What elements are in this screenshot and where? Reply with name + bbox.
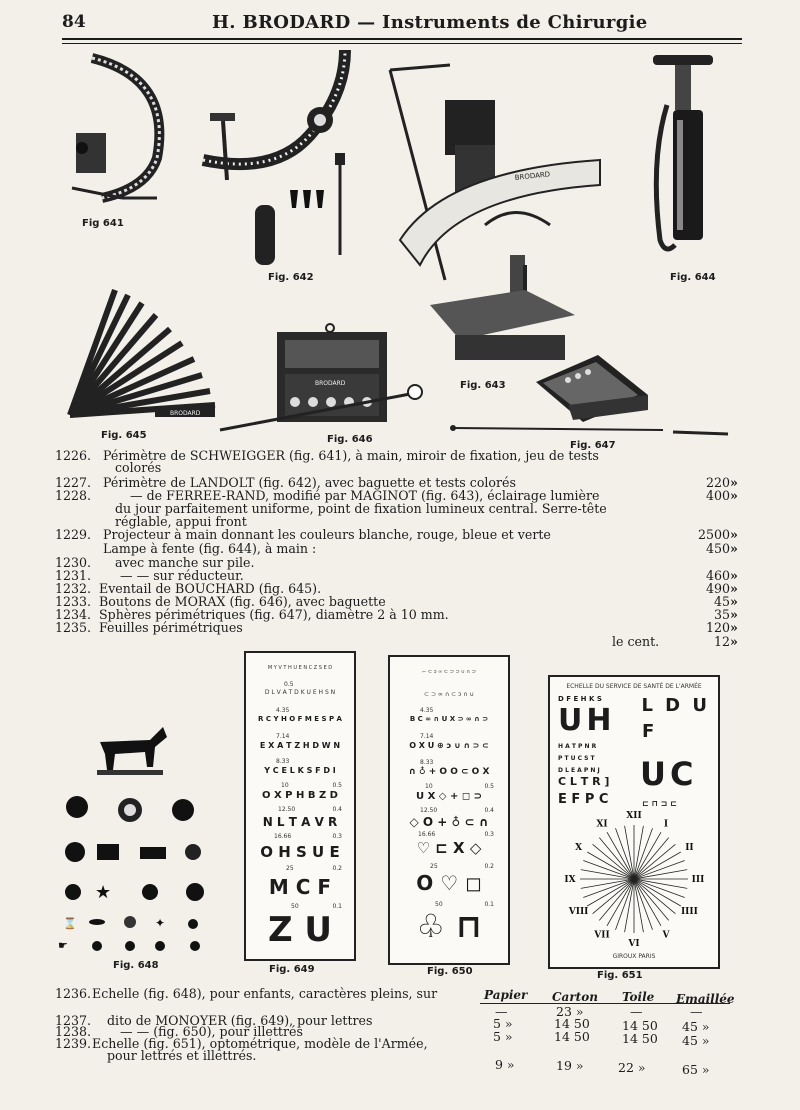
ratio-left: 7.14 [276,733,290,740]
fig-645-label: Fig. 645 [101,430,147,441]
price-cell: 5 » [493,1016,513,1031]
item-number: 1236. [55,986,92,1001]
price-cell: — [690,1004,703,1019]
landolt-perimeter-illustration [195,45,355,270]
item-price: 450 [705,541,730,556]
item-description: Lampe à fente (fig. 644), à main : [103,541,317,556]
price-cell: 22 » [618,1060,646,1075]
morax-buttons-illustration [215,322,430,437]
catalog-1235 [0,622,800,636]
chart-row: E X A T Z H D W N [259,741,341,750]
item-price: 460 [705,568,730,583]
fig-641-label: Fig 641 [82,218,124,229]
item-description: — de FERREE-RAND, modifié par MAGINOT (fig. 643), éclairage lumière [130,488,600,503]
dial-numeral: X [575,843,583,853]
item-description-cont: pour lettrés et illettrés. [107,1048,257,1063]
price-cell: 45 » [682,1019,710,1034]
chart-small-top: D F E H K S [558,695,602,703]
item-price: 2500 [697,527,730,542]
svg-text:✦: ✦ [155,916,166,930]
ratio-right: 0.3 [332,833,342,840]
monoyer-chart [244,651,356,961]
chart-big-left: UH [558,703,616,738]
chart-right-small: ⊏ ⊓ ⊐ ⊏ [642,799,677,808]
item-price: 120 [705,620,730,635]
item-description: Projecteur à main donnant les couleurs blanche, rouge, bleue et verte [103,527,551,542]
item-number: 1237. [55,1013,92,1028]
item-number: 1232. [55,581,92,596]
illiterate-chart [388,655,510,965]
price-cell: 45 » [682,1033,710,1048]
chart-right-big: UC [640,755,698,793]
item-description: Sphères périmétriques (fig. 647), diamètre 2 à 10 mm. [99,607,449,622]
price-cell: 14 50 [554,1029,590,1044]
price-cell: 65 » [682,1062,710,1077]
chart-row: ♧ ⊓ [416,907,482,945]
chart-row: O X U ⊕ ↄ ∪ ∩ ⊃ ⊂ [409,741,489,750]
chart-row: Z U [267,910,333,950]
ratio-right: 0.1 [484,901,494,908]
page-number: 84 [62,12,86,32]
item-number: 1235. [55,620,92,635]
item-description: avec manche sur pile. [115,555,255,570]
price-cell: — [630,1004,643,1019]
fig-647-label: Fig. 647 [570,440,616,451]
item-description: le cent. [612,634,660,649]
ratio-left: 12.50 [278,806,296,813]
item-description: — — sur réducteur. [120,568,244,583]
item-description: Echelle (fig. 651), optométrique, modèle de l'Armée, [92,1036,428,1051]
fig-648-label: Fig. 648 [113,960,159,971]
item-price-unit: » [730,581,738,596]
catalog-1226 [0,450,800,478]
price-cell: 23 » [556,1004,584,1019]
fig-649-label: Fig. 649 [269,964,315,975]
item-price: 220 [705,475,730,490]
item-description: Périmètre de LANDOLT (fig. 642), avec baguette et tests colorés [103,475,516,490]
ratio-left: 10 [281,782,289,789]
price-cell: 14 50 [622,1018,658,1033]
chart-right-top: L D U [641,695,710,716]
price-cell: 5 » [493,1029,513,1044]
ratio-right: 0.5 [484,783,494,790]
fig-642-label: Fig. 642 [268,272,314,283]
army-optometric-chart [548,675,720,969]
item-description: Périmètre de SCHWEIGGER (fig. 641), à main, miroir de fixation, jeu de tests [103,448,599,463]
dial-numeral: I [663,819,669,830]
chart-row: O ♡ ◻ [416,871,482,895]
item-price: 400 [705,488,730,503]
column-header-papier: Papier [484,988,528,1002]
item-description: dito de MONOYER (fig. 649), pour lettres [107,1013,373,1028]
chart-row: M C F [268,875,332,899]
item-description: Boutons de MORAX (fig. 646), avec baguette [99,594,386,609]
item-description-cont: colorés [115,460,162,475]
column-header-carton: Carton [552,990,598,1004]
chart-row: ⌐ ⊂ ↄ ∞ ⊂ ⊃ ⊃ ∪ ∩ ⊃ [422,669,476,675]
item-number: 1234. [55,607,92,622]
item-number: 1229. [55,527,92,542]
item-price: 35 [713,607,730,622]
chart-row: D L V A T D K U E H S N [264,689,336,696]
chart-row: M Y V T H U E N C Z S E D [267,665,333,671]
item-price-unit: » [730,620,738,635]
chart-small-row: E F P C [558,792,609,807]
svg-text:★: ★ [95,882,112,903]
ratio-left: 50 [291,903,299,910]
item-price-unit: » [730,568,738,583]
astigmatism-dial [554,807,714,952]
ratio-left: 25 [430,863,438,870]
chart-row: ◇ O + ♁ ⊂ ∩ [409,815,489,829]
chart-row: B C ∞ ∩ U X ⊃ ∞ ∩ ⊃ [409,715,489,723]
catalog-per-hundred [0,636,800,650]
perimetric-spheres-illustration [448,350,733,440]
chart-row: R C Y H O F M E S P A [258,715,342,723]
item-description: Feuilles périmétriques [99,620,243,635]
catalog-1228 [0,490,800,530]
dial-numeral: II [685,843,694,853]
ratio-right: 0.1 [332,903,342,910]
ratio-left: 50 [435,901,443,908]
price-cell: — [495,1004,508,1019]
ratio-left: 12.50 [420,807,438,814]
dial-numeral: IX [564,875,576,885]
dial-numeral: III [691,875,705,885]
item-number: 1226. [55,448,92,463]
brodard-box-text: BRODARD [315,380,346,387]
ratio-left: 7.14 [420,733,434,740]
chart-row: O H S U E [260,843,340,861]
chart-small-row: P T U C S T [558,755,595,762]
item-price-unit: » [730,541,738,556]
item-number: 1227. [55,475,92,490]
ratio-left: 25 [286,865,294,872]
chart-row: N L T A V R [262,815,338,829]
price-cell: 19 » [556,1058,584,1073]
item-description-cont: du jour parfaitement uniforme, point de fixation lumineux central. Serre-tête [115,501,607,516]
chart-small-row: C L T R ] [558,775,610,788]
slit-lamp-illustration [645,50,725,260]
ratio-left: 10 [425,783,433,790]
fig-643-label: Fig. 643 [460,380,506,391]
chart-row: ♡ ⊏ X ◇ [416,839,482,857]
item-number: 1230. [55,555,92,570]
ratio-left: 4.35 [420,707,434,714]
item-price-unit: » [730,607,738,622]
dial-numeral: XI [596,819,608,830]
dial-numeral: VIII [568,907,589,917]
dial-numeral: IIII [680,907,698,917]
item-price-unit: » [730,527,738,542]
chart-row: ∩ ♁ + O O ⊂ O X [408,767,490,777]
chart-footer: GIROUX PARIS [612,953,656,960]
chart-row: ⊂ ⊃ ∞ ∩ ⊂ ↄ ∩ ∪ [424,691,474,698]
item-number: 1231. [55,568,92,583]
item-description: — — (fig. 650), pour illettrés [120,1024,303,1039]
dial-numeral: VII [594,930,610,941]
dial-numeral: VI [628,939,640,949]
ratio-right: 0.3 [484,831,494,838]
ratio-right: 0.2 [484,863,494,870]
fig-646-label: Fig. 646 [327,434,373,445]
item-price-unit: » [730,634,738,649]
price-row-1239 [0,1038,800,1066]
item-price: 490 [705,581,730,596]
brodard-band-text: BRODARD [514,170,551,182]
price-cell: 14 50 [622,1031,658,1046]
ratio-left: 0.5 [284,681,294,688]
item-description: Echelle (fig. 648), pour enfants, caractères pleins, sur [92,986,438,1001]
fig-650-label: Fig. 650 [427,966,473,977]
svg-text:☛: ☛ [58,939,68,952]
item-price: 45 [713,594,730,609]
price-cell: 14 50 [554,1016,590,1031]
item-number: 1239. [55,1036,92,1051]
item-price-unit: » [730,488,738,503]
chart-small-row: H A T P N R [558,743,597,750]
column-header-toile: Toile [622,990,655,1004]
header-rule [62,38,742,44]
ratio-right: 0.5 [332,782,342,789]
ratio-left: 4.35 [276,707,290,714]
schweigger-perimeter-illustration [62,48,172,218]
chart-small-row: D L E A P N J [558,767,600,774]
item-number: 1233. [55,594,92,609]
ratio-right: 0.2 [332,865,342,872]
chart-right-mid: F [642,721,655,742]
price-cell: 9 » [495,1057,515,1072]
item-description-cont: réglable, appui front [115,514,247,529]
dial-numeral: V [662,930,670,941]
item-number: 1228. [55,488,92,503]
svg-text:⌛: ⌛ [63,917,77,930]
chart-row: U X ◇ + ◻ ⊃ [416,791,482,802]
ratio-left: 8.33 [420,759,434,766]
item-price-unit: » [730,475,738,490]
ratio-left: 16.66 [274,833,292,840]
chart-header: ECHELLE DU SERVICE DE SANTÉ DE L'ARMÉE [566,683,702,690]
bouchard-fan-illustration [60,285,220,420]
dial-numeral: XII [626,811,642,821]
column-header-emaillee: Emaillée [676,992,735,1006]
brodard-fan-text: BRODARD [170,410,201,417]
ratio-right: 0.4 [332,806,342,813]
fig-651-label: Fig. 651 [597,970,643,981]
children-pictogram-chart-illustration [55,712,215,957]
ratio-right: 0.4 [484,807,494,814]
ratio-left: 8.33 [276,758,290,765]
page-header-title: H. BRODARD — Instruments de Chirurgie [212,12,648,33]
item-number: 1238. [55,1024,92,1039]
chart-row: Y C E L K S F D I [264,766,336,775]
item-price-unit: » [730,594,738,609]
chart-row: O X P H B Z D [262,790,338,801]
item-description: Eventail de BOUCHARD (fig. 645). [99,581,322,596]
ratio-left: 16.66 [418,831,436,838]
item-price: 12 [713,634,730,649]
fig-644-label: Fig. 644 [670,272,716,283]
